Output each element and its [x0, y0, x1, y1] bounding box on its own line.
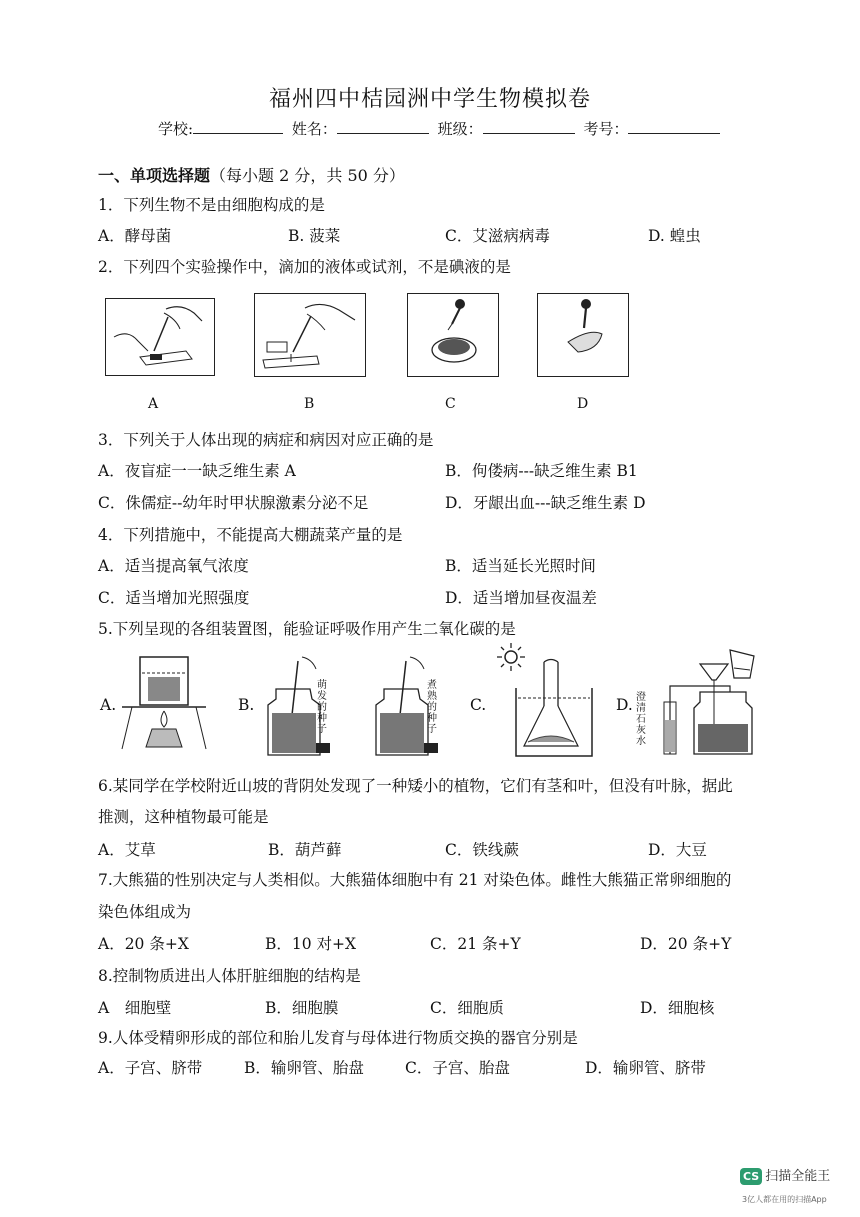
- q7-option-d[interactable]: D．20 条+Y: [640, 935, 732, 953]
- scanner-app-name: 扫描全能王: [765, 1169, 831, 1184]
- q2-label-a[interactable]: A: [148, 396, 159, 412]
- question-4-stem: 4．下列措施中，不能提高大棚蔬菜产量的是: [98, 526, 403, 544]
- page-title: 福州四中桔园洲中学生物模拟卷: [268, 87, 591, 112]
- q3-option-d[interactable]: D．牙龈出血---缺乏维生素 D: [445, 494, 646, 512]
- q8-option-d[interactable]: D．细胞核: [640, 999, 715, 1017]
- name-field[interactable]: [337, 119, 429, 134]
- q1-option-a[interactable]: A．酵母菌: [98, 227, 172, 245]
- petri-dish-illustration: [408, 294, 498, 376]
- q1-option-b[interactable]: B. 菠菜: [288, 227, 341, 245]
- question-1-stem: 1．下列生物不是由细胞构成的是: [98, 196, 325, 214]
- class-field[interactable]: [483, 119, 575, 134]
- seed-label-boiled: 煮熟的种子: [427, 680, 437, 735]
- info-line: [158, 118, 720, 139]
- question-3-stem: 3．下列关于人体出现的病症和病因对应正确的是: [98, 431, 434, 449]
- dropper-tissue-illustration: [538, 294, 628, 376]
- question-7-stem-cont: 染色体组成为: [98, 903, 192, 921]
- q2-label-c[interactable]: C: [445, 396, 456, 412]
- exam-no-field[interactable]: [628, 119, 720, 134]
- q6-option-a[interactable]: A．艾草: [98, 841, 156, 859]
- q5-option-c[interactable]: C.: [470, 696, 487, 714]
- seed-label-germinating: 萌发的种子: [317, 680, 327, 735]
- q2-label-b[interactable]: B: [304, 396, 315, 412]
- q8-option-b[interactable]: B．细胞膜: [265, 999, 339, 1017]
- q1-option-d[interactable]: D. 蝗虫: [648, 227, 701, 245]
- q9-option-a[interactable]: A．子宫、脐带: [98, 1059, 203, 1077]
- question-8-stem: 8.控制物质进出人体肝脏细胞的结构是: [98, 967, 361, 985]
- q4-option-c[interactable]: C．适当增加光照强度: [98, 589, 250, 607]
- question-2-stem: 2．下列四个实验操作中，滴加的液体或试剂，不是碘液的是: [98, 258, 511, 276]
- q3-option-a[interactable]: A．夜盲症一一缺乏维生素 A: [98, 462, 296, 480]
- q8-option-a[interactable]: A 细胞壁: [98, 999, 172, 1017]
- q5-option-d[interactable]: D.: [616, 696, 633, 714]
- q1-option-c[interactable]: C．艾滋病病毒: [445, 227, 550, 245]
- dropper-slide-illustration: [106, 299, 214, 375]
- question-5-stem: 5.下列呈现的各组装置图，能验证呼吸作用产生二氧化碳的是: [98, 620, 516, 638]
- question-6-stem: 6.某同学在学校附近山坡的背阴处发现了一种矮小的植物，它们有茎和叶，但没有叶脉，据此: [98, 777, 733, 795]
- section-heading: 一、单项选择题（每小题 2 分，共 50 分）: [98, 166, 405, 185]
- q8-option-c[interactable]: C．细胞质: [430, 999, 504, 1017]
- q6-option-b[interactable]: B．葫芦藓: [268, 841, 342, 859]
- q2-figure-d: [537, 293, 629, 377]
- q5-apparatus-a: [122, 655, 212, 755]
- q4-option-b[interactable]: B．适当延长光照时间: [445, 557, 596, 575]
- q2-figure-a: [105, 298, 215, 376]
- q5-apparatus-d: [650, 646, 762, 758]
- q5-option-a[interactable]: A.: [100, 696, 117, 714]
- scanner-tagline: 3亿人都在用的扫描App: [742, 1195, 827, 1204]
- q2-figure-c: [407, 293, 499, 377]
- school-label: 学校:: [158, 120, 194, 138]
- q6-option-c[interactable]: C．铁线蕨: [445, 841, 519, 859]
- q5-apparatus-c: [512, 660, 597, 760]
- school-field[interactable]: [193, 119, 283, 134]
- question-9-stem: 9.人体受精卵形成的部位和胎儿发育与母体进行物质交换的器官分别是: [98, 1029, 578, 1047]
- q4-option-d[interactable]: D．适当增加昼夜温差: [445, 589, 597, 607]
- q9-option-c[interactable]: C．子宫、胎盘: [405, 1059, 510, 1077]
- q5-option-b[interactable]: B.: [238, 696, 255, 714]
- name-label: 姓名：: [291, 120, 337, 138]
- q3-option-b[interactable]: B．佝偻病---缺乏维生素 B1: [445, 462, 638, 480]
- question-7-stem: 7.大熊猫的性别决定与人类相似。大熊猫体细胞中有 21 对染色体。雌性大熊猫正常卵细胞的: [98, 871, 732, 889]
- scanner-watermark: [740, 1165, 830, 1185]
- q2-figure-b: [254, 293, 366, 377]
- dropper-slide-illustration: [255, 294, 365, 376]
- q2-label-d[interactable]: D: [577, 396, 589, 412]
- q7-option-a[interactable]: A．20 条+X: [98, 935, 189, 953]
- q7-option-c[interactable]: C．21 条+Y: [430, 935, 521, 953]
- q3-option-c[interactable]: C．侏儒症--幼年时甲状腺激素分泌不足: [98, 494, 369, 512]
- camscanner-logo-icon: CS: [740, 1168, 762, 1185]
- question-6-stem-cont: 推测，这种植物最可能是: [98, 808, 269, 826]
- exam-no-label: 考号：: [583, 120, 629, 138]
- limewater-label: 澄清石灰水: [636, 692, 646, 747]
- q4-option-a[interactable]: A．适当提高氧气浓度: [98, 557, 249, 575]
- q9-option-b[interactable]: B．输卵管、胎盘: [244, 1059, 364, 1077]
- q7-option-b[interactable]: B．10 对+X: [265, 935, 357, 953]
- q9-option-d[interactable]: D．输卵管、脐带: [585, 1059, 706, 1077]
- class-label: 班级：: [437, 120, 483, 138]
- q6-option-d[interactable]: D．大豆: [648, 841, 707, 859]
